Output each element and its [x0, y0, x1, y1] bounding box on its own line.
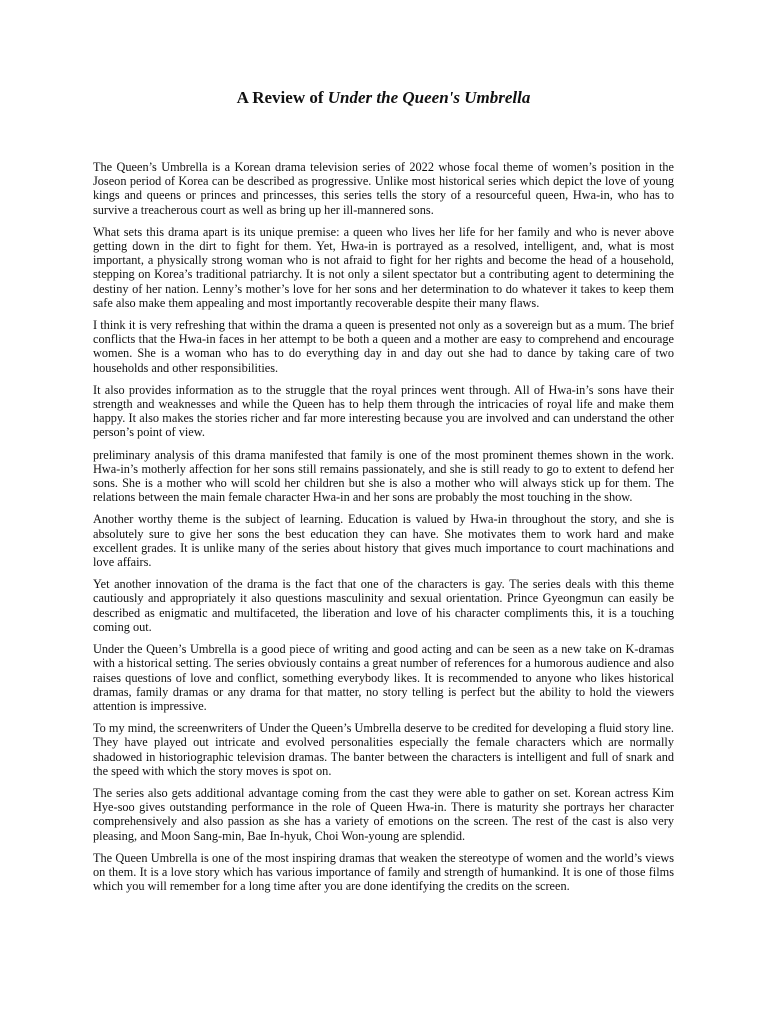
title-italic: Under the Queen's Umbrella [327, 88, 531, 107]
paragraph-9: To my mind, the screenwriters of Under the Queen’s Umbrella deserve to be credited for developing a fluid story line. They have played out intricate and evolved personalities especially the female characters which are normally shadowed in historiographic television dramas. The banter between the characters is intelligent and full of snark and the speed with which the story moves is spot on. [93, 721, 674, 778]
paragraph-6: Another worthy theme is the subject of learning. Education is valued by Hwa-in throughout the story, and she is absolutely sure to give her sons the best education they can have. She motivates them to work hard and make excellent grades. It is unlike many of the series about history that gives much importance to court machinations and love affairs. [93, 512, 674, 570]
paragraph-2: What sets this drama apart is its unique premise: a queen who lives her life for her family and who is never above getting down in the dirt to fight for them. Yet, Hwa-in is portrayed as a resolved, intelligent, and, what is most important, a physically strong woman who is not afraid to fight for her rights and become the head of a household, stepping on Korea’s traditional patriarchy. It is not only a silent spectator but a contributing agent to determining the destiny of her nation. Lenny’s mother’s love for her sons and her determination to do whatever it takes to keep them safe also make them appealing and most importantly recoverable despite their many flaws. [93, 224, 674, 310]
document-page [93, 88, 674, 901]
paragraph-10: The series also gets additional advantage coming from the cast they were able to gather on set. Korean actress Kim Hye-soo gives outstanding performance in the role of Queen Hwa-in. There is maturity she portrays her character comprehensively and also passion as she has a variety of emotions on the screen. The rest of the cast is also very pleasing, and Moon Sang-min, Bae In-hyuk, Choi Won-young are splendid. [93, 785, 674, 843]
paragraph-4: It also provides information as to the struggle that the royal princes went through. All of Hwa-in’s sons have their strength and weaknesses and while the Queen has to help them through the intricacies of royal life and make them happy. It also makes the stories richer and far more interesting because you are involved and can understand the other person’s point of view. [93, 382, 674, 440]
paragraph-3: I think it is very refreshing that within the drama a queen is presented not only as a sovereign but as a mum. The brief conflicts that the Hwa-in faces in her attempt to be both a queen and a mother are easy to comprehend and encourage women. She is a woman who has to do everything day in and day out she had to dance by taking care of two households and other responsibilities. [93, 318, 674, 375]
paragraph-11: The Queen Umbrella is one of the most inspiring dramas that weaken the stereotype of women and the world’s views on them. It is a love story which has various importance of family and strength of humankind. It is one of those films which you will remember for a long time after you are done identifying the credits on the screen. [93, 850, 674, 894]
paragraph-1: The Queen’s Umbrella is a Korean drama television series of 2022 whose focal theme of women’s position in the Joseon period of Korea can be described as progressive. Unlike most historical series which depict the love of young kings and queens or princes and princesses, this series tells the story of a resourceful queen, Hwa-in, who has to survive a treacherous court as well as bring up her ill-mannered sons. [93, 160, 674, 217]
document-body [93, 160, 674, 893]
paragraph-7: Yet another innovation of the drama is the fact that one of the characters is gay. The series deals with this theme cautiously and appropriately it also questions masculinity and sexual orientation. Prince Gyeongmun can easily be described as enigmatic and multifaceted, the liberation and love of his character compliments this, it is a touching coming out. [93, 577, 674, 634]
paragraph-8: Under the Queen’s Umbrella is a good piece of writing and good acting and can be seen as a new take on K-dramas with a historical setting. The series obviously contains a great number of references for a humorous audience and also raises questions of love and conflict, something everybody likes. It is recommended to anyone who likes historical dramas, family dramas or any drama for that matter, no story telling is perfect but the ability to hold the viewers attention is impressive. [93, 642, 674, 713]
paragraph-5: preliminary analysis of this drama manifested that family is one of the most prominent themes shown in the work. Hwa-in’s motherly affection for her sons still remains passionately, and she is still ready to go to extent to defend her sons. She is a mother who will scold her children but she is also a mother who will always stick up for them. The relations between the main female character Hwa-in and her sons are probably the most touching in the show. [93, 447, 674, 505]
title-prefix: A Review of [236, 88, 328, 107]
document-title [93, 88, 674, 108]
